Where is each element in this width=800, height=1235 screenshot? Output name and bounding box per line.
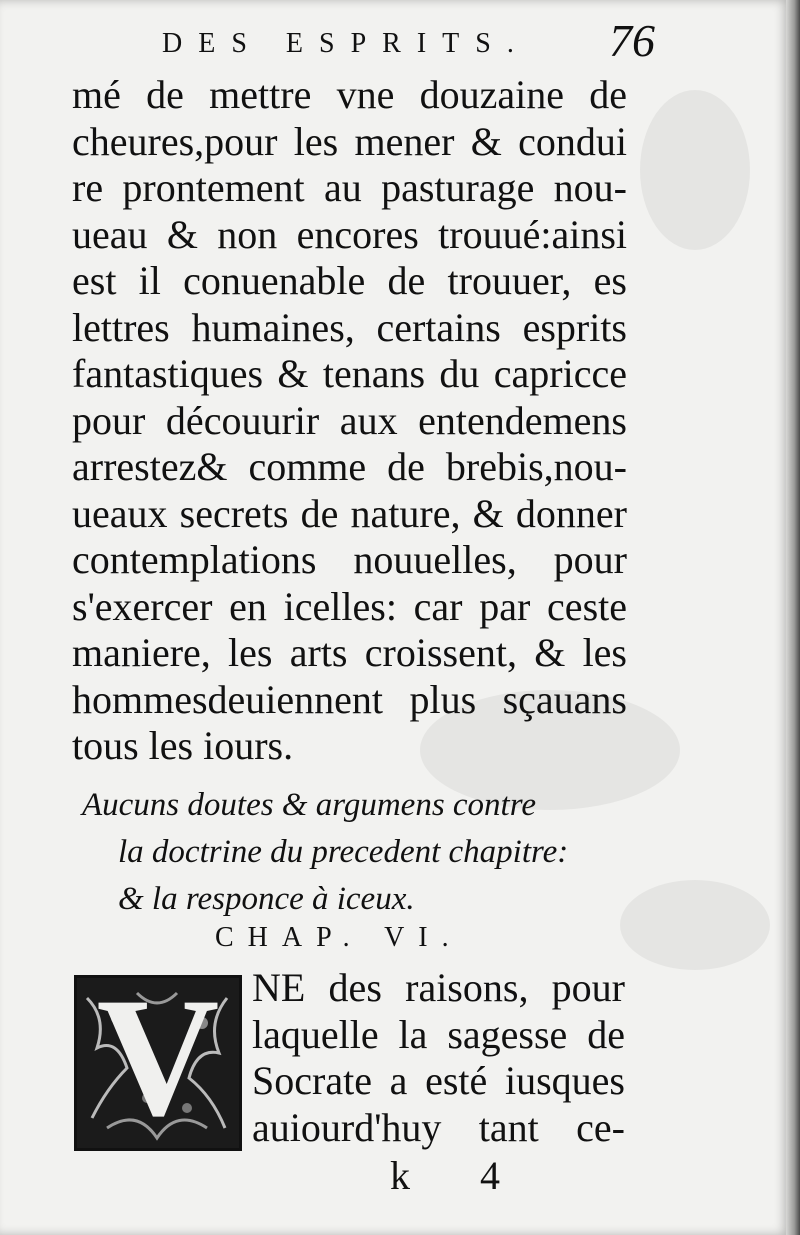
text-line: pour découurir aux entendemens	[72, 397, 627, 443]
body-paragraph	[72, 72, 627, 770]
text-line: tous les iours.	[72, 723, 294, 768]
text-line: fantastiques & tenans du capricce	[72, 351, 627, 396]
text-line: maniere, les arts croissent, & les	[72, 630, 627, 675]
text-line: NE des raisons, pour	[252, 965, 625, 1010]
text-line: laquelle la sagesse de	[252, 1011, 625, 1057]
text-line: Socrate a esté iusques	[252, 1058, 625, 1103]
decorated-initial	[74, 963, 242, 1151]
page-header	[150, 15, 655, 68]
page-edge	[786, 0, 800, 1235]
text-line: lettres humaines, certains esprits	[72, 304, 627, 350]
signature-mark: k 4	[390, 1153, 530, 1198]
initial-letter: V	[96, 963, 220, 1151]
text-line: s'exercer en icelles: car par ceste	[72, 583, 627, 629]
running-head: DES ESPRITS.	[162, 28, 530, 59]
text-line: ueaux secrets de nature, & donner	[72, 490, 627, 536]
text-line: contemplations nouuelles, pour	[72, 537, 627, 582]
text-line: ueau & non encores trouué:ainsi	[72, 211, 627, 257]
chapter-opening-paragraph	[252, 965, 625, 1151]
text-line: auiourd'huy tant ce-	[252, 1104, 625, 1150]
chapter-label: CHAP. VI.	[215, 922, 463, 953]
page-number: 76	[609, 15, 655, 66]
text-line: mé de mettre vne douzaine de	[72, 72, 627, 117]
heading-line: & la responce à iceux.	[118, 881, 415, 917]
text-line: arrestez& comme de brebis,nou-	[72, 444, 627, 489]
text-line: est il conuenable de trouuer, es	[72, 258, 627, 303]
section-heading	[82, 782, 627, 923]
heading-line: Aucuns doutes & argumens contre	[82, 787, 536, 823]
text-line: hommesdeuiennent plus sçauans	[72, 676, 627, 722]
text-line: cheures,pour les mener & condui	[72, 118, 627, 164]
text-line: re prontement au pasturage nou-	[72, 165, 627, 210]
heading-line: la doctrine du precedent chapitre:	[118, 834, 569, 870]
